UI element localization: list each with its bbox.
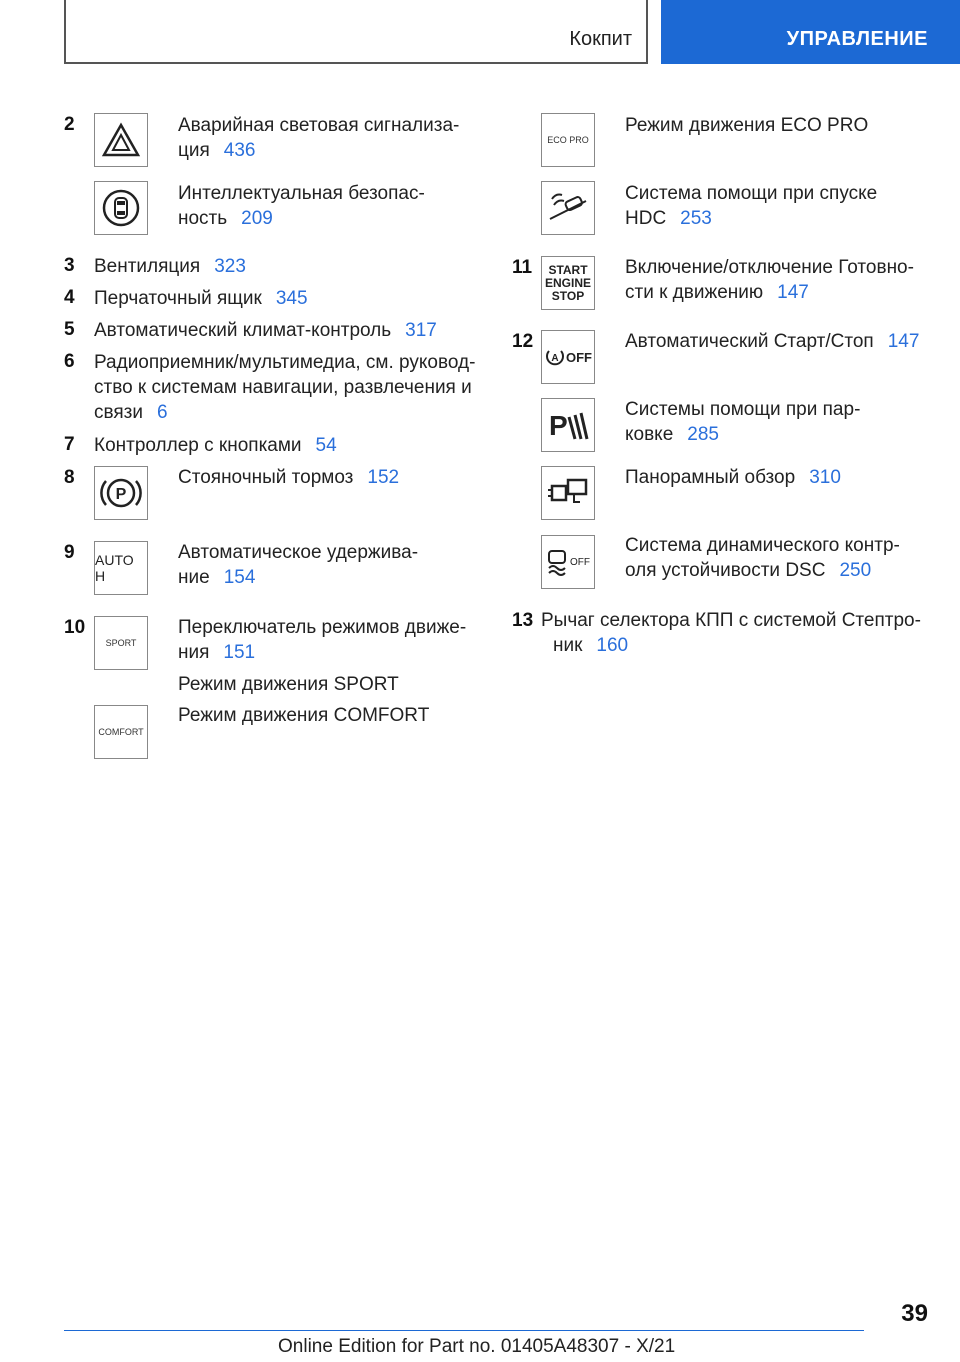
parking-brake-icon [94, 466, 148, 520]
header-section-title: Кокпит [569, 28, 632, 50]
item-number: 13 [512, 610, 534, 631]
page-ref-link[interactable]: 54 [315, 435, 337, 456]
eco-pro-icon: ECO PRO [541, 113, 595, 167]
comfort-mode-icon: COMFORT [94, 705, 148, 759]
page-ref-link[interactable]: 160 [596, 635, 629, 656]
item-number: 8 [64, 467, 75, 488]
item-ventilation-text: Вентиляция 323 [94, 256, 246, 277]
auto-hold-icon: AUTO H [94, 541, 148, 595]
item-auto-hold-text: Автоматическое удержива- ние 154 [178, 542, 419, 588]
hazard-warning-icon [94, 113, 148, 167]
svg-text:P: P [549, 410, 568, 441]
page-ref-link[interactable]: 147 [777, 282, 809, 303]
item-hdc-text: Система помощи при спуске HDC 253 [625, 183, 878, 229]
item-number: 4 [64, 287, 75, 308]
item-glovebox-text: Перчаточный ящик 345 [94, 288, 308, 309]
camera-view-icon [541, 466, 595, 520]
item-radio-text: Радиоприемник/мультимедиа, см. руковод- ство к системам навигации, развлечения и связи 6 [94, 352, 476, 423]
item-park-assist-text: Системы помощи при пар- ковке 285 [625, 399, 861, 445]
page-ref-link[interactable]: 147 [887, 331, 920, 352]
item-number: 2 [64, 114, 75, 135]
footer-divider [64, 1330, 864, 1331]
svg-text:P: P [115, 486, 127, 503]
item-dsc-text: Система динамического контр- оля устойчивости DSC 250 [625, 535, 900, 581]
item-number: 3 [64, 255, 75, 276]
page-ref-link[interactable]: 250 [839, 560, 872, 581]
item-number: 10 [64, 617, 86, 638]
item-eco-pro-text: Режим движения ECO PRO [625, 115, 869, 136]
dsc-off-icon: OFF [541, 535, 595, 589]
page-ref-link[interactable]: 253 [680, 208, 712, 229]
item-number: 9 [64, 542, 75, 563]
page-ref-link[interactable]: 323 [214, 256, 246, 277]
sport-mode-icon: SPORT [94, 616, 148, 670]
item-number: 6 [64, 351, 75, 372]
auto-start-stop-off-icon: A OFF [541, 330, 595, 384]
page-ref-link[interactable]: 154 [223, 567, 256, 588]
item-gear-selector-text: Рычаг селектора КПП с системой Стептро- ник 160 [541, 610, 921, 656]
page-ref-link[interactable]: 285 [687, 424, 719, 445]
page-ref-link[interactable]: 151 [223, 642, 256, 663]
svg-text:A: A [551, 353, 559, 364]
item-auto-start-stop-text: Автоматический Старт/Стоп 147 [625, 331, 920, 352]
page-number: 39 [901, 1300, 928, 1327]
header-chapter-title: УПРАВЛЕНИЕ [786, 28, 928, 50]
page-ref-link[interactable]: 209 [241, 208, 273, 229]
intelligent-safety-icon [94, 181, 148, 235]
page-ref-link[interactable]: 152 [367, 467, 400, 488]
page-ref-link[interactable]: 345 [275, 288, 308, 309]
item-number: 12 [512, 331, 534, 352]
item-panorama-text: Панорамный обзор 310 [625, 467, 841, 488]
item-intelligent-safety-text: Интеллектуальная безопас- ность 209 [178, 183, 425, 229]
item-parking-brake-text: Стояночный тормоз 152 [178, 467, 400, 488]
page-ref-link[interactable]: 317 [405, 320, 437, 341]
item-hazard-text: Аварийная световая сигнализа- ция 436 [178, 115, 460, 161]
item-number: 11 [512, 257, 533, 278]
header-section-box [64, 0, 648, 64]
page-ref-link[interactable]: 436 [223, 140, 256, 161]
start-stop-button-icon: START ENGINE STOP [541, 256, 595, 310]
page-ref-link[interactable]: 310 [809, 467, 841, 488]
hill-descent-icon [541, 181, 595, 235]
item-drive-ready-text: Включение/отключение Готовно- сти к движению 147 [625, 257, 914, 303]
header-chapter-tab[interactable] [661, 0, 960, 64]
item-number: 7 [64, 434, 75, 455]
item-number: 5 [64, 319, 75, 340]
page-ref-link[interactable]: 6 [157, 402, 168, 423]
item-controller-text: Контроллер с кнопками 54 [94, 435, 337, 456]
footer-edition: Online Edition for Part no. 01405A48307 - X/21 [278, 1336, 676, 1357]
item-drive-mode-text: Переключатель режимов движе- ния 151 Режим движения SPORT [178, 617, 467, 695]
park-assist-icon [541, 398, 595, 452]
item-comfort-text: Режим движения COMFORT [178, 705, 430, 726]
item-climate-text: Автоматический климат-контроль 317 [94, 320, 437, 341]
